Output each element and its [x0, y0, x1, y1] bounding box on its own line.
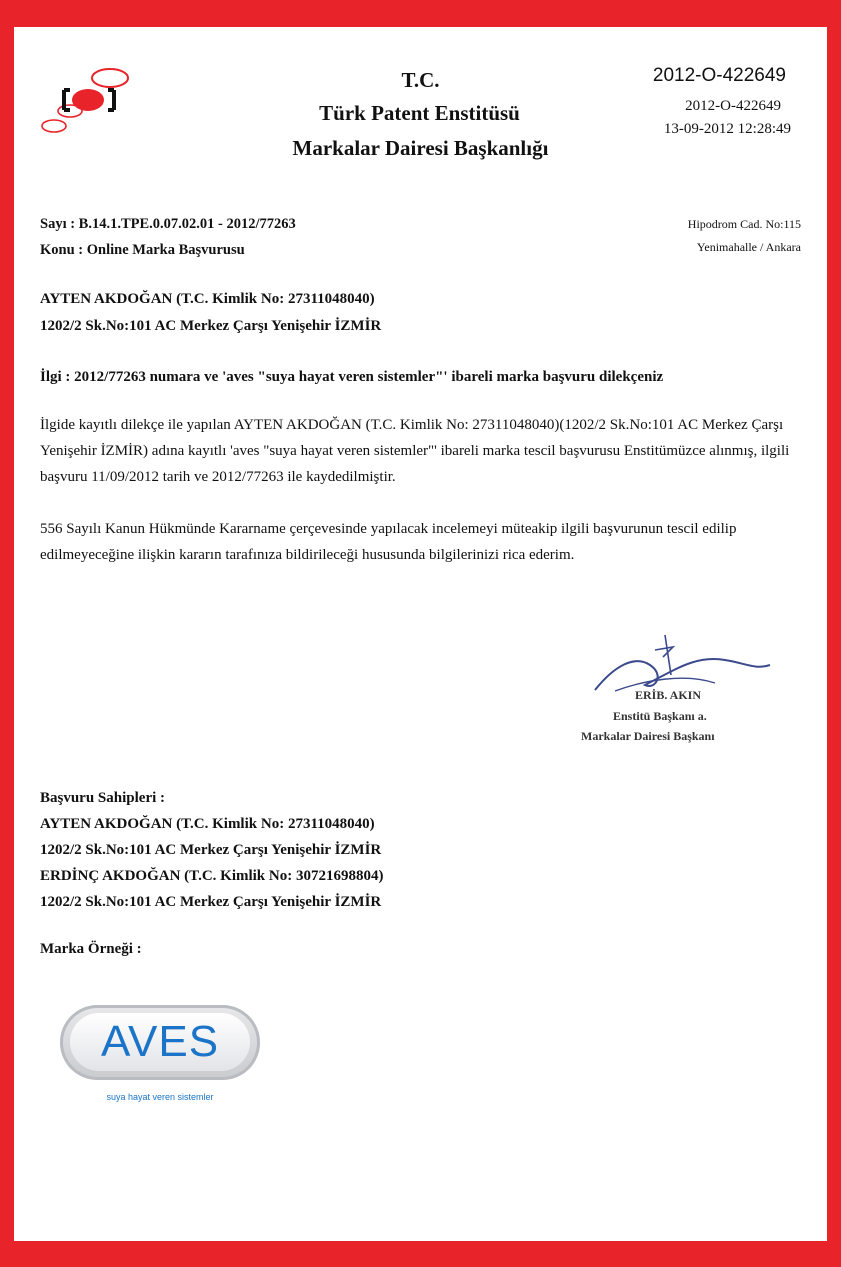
- trademark-heading: Marka Örneği :: [40, 941, 142, 957]
- reference-datetime: 13-09-2012 12:28:49: [663, 121, 791, 137]
- aves-logo-text: AVES: [100, 1017, 220, 1066]
- header-institute: Türk Patent Enstitüsü: [319, 101, 520, 125]
- header-department: Markalar Dairesi Başkanlığı: [292, 136, 549, 160]
- reference-number-small: 2012-O-422649: [685, 98, 781, 114]
- sayi-line: Sayı : B.14.1.TPE.0.07.02.01 - 2012/77263: [40, 216, 296, 232]
- recipient-name: AYTEN AKDOĞAN (T.C. Kimlik No: 27311048040): [40, 291, 375, 307]
- ilgi-line: İlgi : 2012/77263 numara ve 'aves "suya hayat veren sistemler"' ibareli marka başvuru dilekçeniz: [40, 369, 664, 385]
- body-paragraph-2: 556 Sayılı Kanun Hükmünde Kararname çerçevesinde yapılacak incelemeyi müteakip ilgili başvurunun tescil edilip edilmeyeceğine ilişkin kararın tarafınıza bildirileceği hususunda bilgilerinizi rica ederim.: [40, 521, 737, 563]
- institute-address-line2: Yenimahalle / Ankara: [696, 240, 801, 254]
- signature-title-2: Markalar Dairesi Başkanı: [581, 729, 715, 743]
- applicant-line: AYTEN AKDOĞAN (T.C. Kimlik No: 27311048040): [40, 816, 375, 832]
- aves-logo-slogan: suya hayat veren sistemler: [106, 1092, 214, 1102]
- signature-block: [555, 595, 805, 750]
- signature-name: ERİB. AKIN: [635, 688, 702, 702]
- signature-scribble-icon: [555, 595, 805, 695]
- header-tc: T.C.: [401, 68, 440, 92]
- body-paragraph-1: İlgide kayıtlı dilekçe ile yapılan AYTEN AKDOĞAN (T.C. Kimlik No: 27311048040)(1202/2 Sk.No:101 AC Merkez Çarşı Yenişehir İZMİR) adına kayıtlı 'aves "suya hayat veren sistemler"' ibareli marka tescil başvurusu Enstitümüzce alınmış, ilgili başvuru 11/09/2012 tarih ve 2012/77263 ile kaydedilmiştir.: [40, 417, 790, 485]
- trademark-logo: [42, 960, 292, 1170]
- recipient-address: 1202/2 Sk.No:101 AC Merkez Çarşı Yenişehir İZMİR: [40, 318, 382, 334]
- applicant-line: 1202/2 Sk.No:101 AC Merkez Çarşı Yenişehir İZMİR: [40, 894, 382, 910]
- konu-line: Konu : Online Marka Başvurusu: [40, 242, 245, 258]
- aves-logo-badge: [60, 1005, 260, 1080]
- applicants-heading: Başvuru Sahipleri :: [40, 790, 166, 806]
- signature-title-1: Enstitü Başkanı a.: [613, 709, 707, 723]
- institute-address-line1: Hipodrom Cad. No:115: [687, 217, 801, 231]
- reference-number-large: 2012-O-422649: [652, 65, 786, 86]
- applicant-line: ERDİNÇ AKDOĞAN (T.C. Kimlik No: 30721698804): [40, 868, 384, 884]
- applicant-line: 1202/2 Sk.No:101 AC Merkez Çarşı Yenişehir İZMİR: [40, 842, 382, 858]
